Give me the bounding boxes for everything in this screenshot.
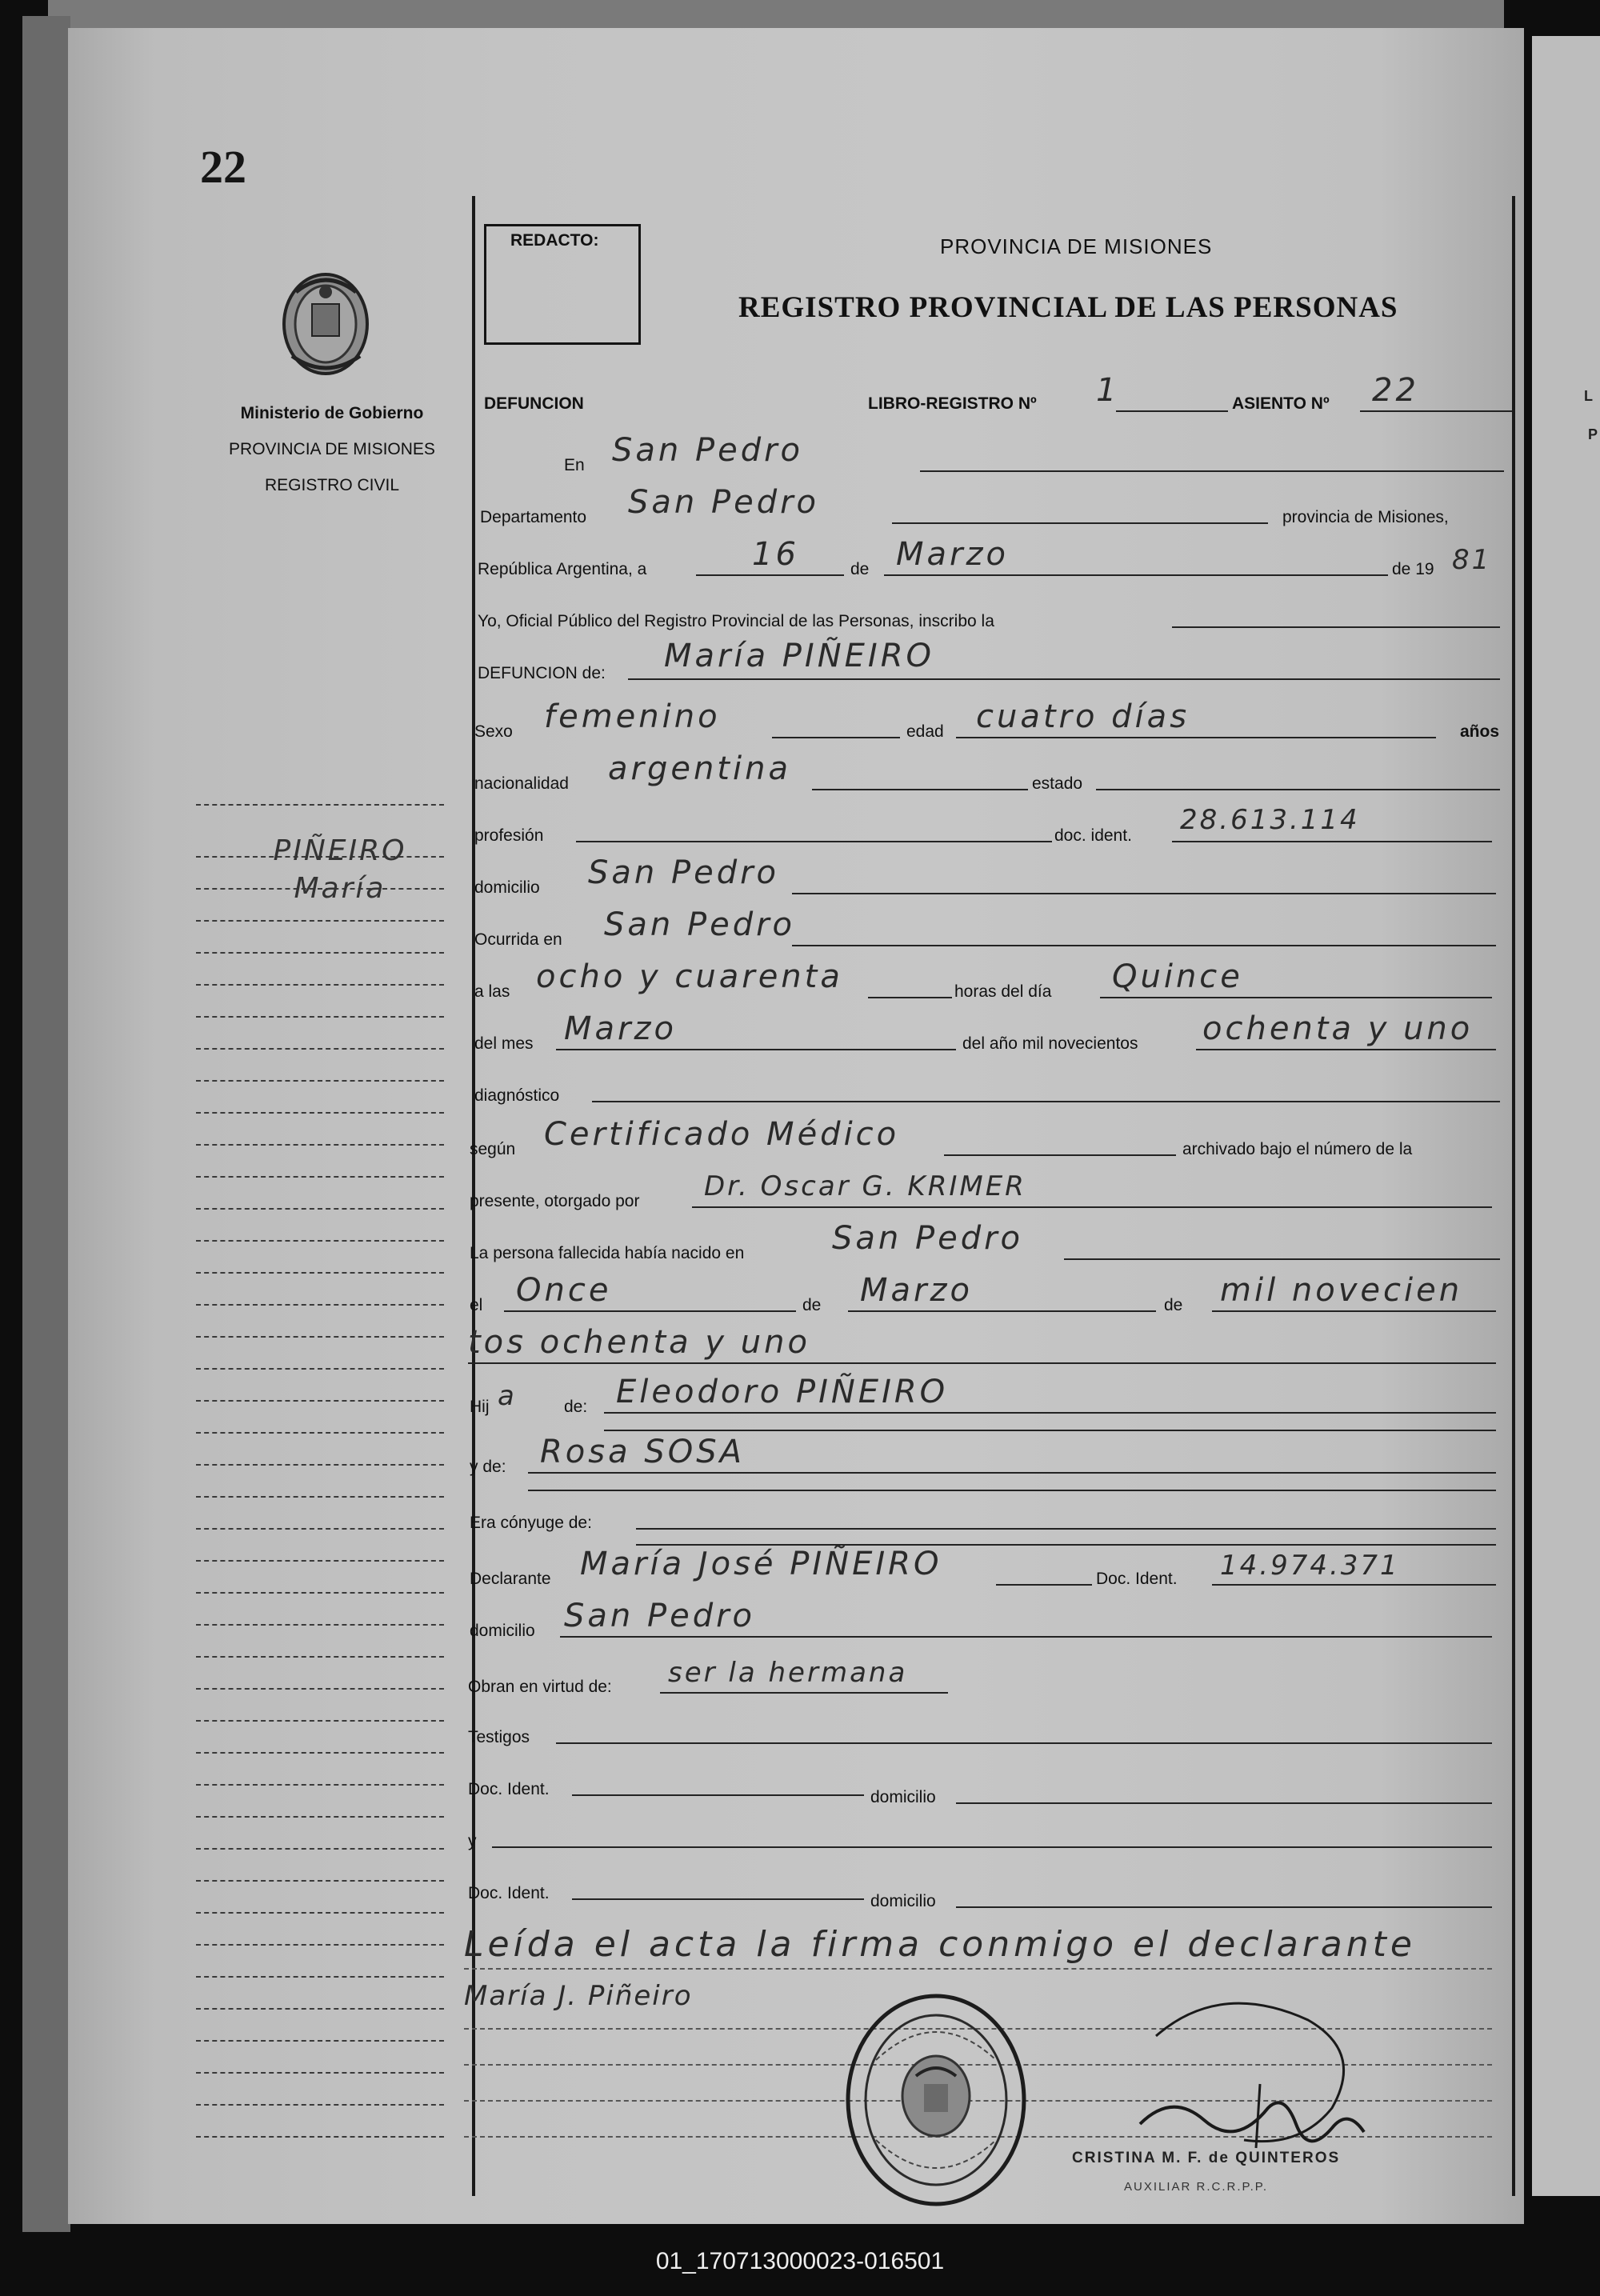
declarante-dom-label: domicilio [470,1622,535,1640]
declarante-doc-label: Doc. Ident. [1096,1570,1178,1588]
madre-value: Rosa SOSA [540,1434,745,1470]
defuncion-label: DEFUNCION [484,394,584,413]
profesion-label: profesión [474,826,544,845]
margin-surname: PIÑEIRO [273,834,407,867]
nac-de-label: de [802,1296,822,1314]
departamento-value: San Pedro [628,484,820,521]
ocurrida-value: San Pedro [604,906,796,943]
mes-texto-value: Marzo [564,1010,677,1047]
edad-value: cuatro días [976,698,1190,735]
nacionalidad-value: argentina [608,750,791,787]
hora-value: ocho y cuarenta [536,958,843,995]
office-registry: REGISTRO CIVIL [264,476,400,494]
nacido-en-value: San Pedro [832,1220,1024,1257]
testigo2-doc-label: Doc. Ident. [468,1884,550,1902]
domicilio-value: San Pedro [588,854,780,891]
official-seal-icon [840,1988,1032,2212]
departamento-label: Departamento [480,508,587,526]
hij-label: Hij [470,1398,490,1416]
doc-ident-lower-label: doc. ident. [1054,826,1132,845]
testigo1-doc-label: Doc. Ident. [468,1780,550,1798]
folio-number: 22 [200,141,246,193]
testigo1-dom-label: domicilio [870,1788,936,1806]
presente-label: presente, otorgado por [470,1192,640,1210]
nac-mes-value: Marzo [860,1272,973,1309]
libro-label: LIBRO-REGISTRO Nº [868,394,1037,413]
official-stamp-role: AUXILIAR R.C.R.P.P. [1124,2180,1269,2194]
defuncion-de-label: DEFUNCION de: [478,664,606,682]
closing-statement: Leída el acta la firma conmigo el declarante [464,1924,1416,1965]
office-province: PROVINCIA DE MISIONES [229,440,435,458]
hij-de-label: de: [564,1398,588,1416]
register-page [68,28,1524,2224]
anos-label: años [1460,722,1500,741]
obran-label: Obran en virtud de: [468,1678,612,1696]
ocurrida-label: Ocurrida en [474,930,562,949]
lugar-value: San Pedro [612,432,804,469]
redacto-box [484,224,641,345]
obran-value: ser la hermana [668,1657,908,1689]
padre-value: Eleodoro PIÑEIRO [616,1374,949,1410]
header-province: PROVINCIA DE MISIONES [940,234,1213,258]
medico-value: Dr. Oscar G. KRIMER [704,1170,1026,1202]
ano-value: 81 [1452,544,1492,576]
mes-value: Marzo [896,536,1009,573]
ministry-label: Ministerio de Gobierno [240,404,424,422]
el-label: el [470,1296,483,1314]
testigo2-dom-label: domicilio [870,1892,936,1910]
provincia-label: provincia de Misiones, [1282,508,1449,526]
nacido-label: La persona fallecida había nacido en [470,1244,745,1262]
header-title: REGISTRO PROVINCIAL DE LAS PERSONAS [738,291,1398,324]
redacto-label: REDACTO: [510,231,599,250]
edad-label: edad [906,722,944,741]
hij-suffix-value: a [498,1380,517,1412]
facing-page-edge: L P [1532,36,1600,2196]
estado-label: estado [1032,774,1083,793]
asiento-value: 22 [1372,372,1419,409]
del-mes-label: del mes [474,1034,534,1053]
dia-value: 16 [752,536,799,573]
de-label: de [850,560,870,578]
certificado-value: Certificado Médico [544,1116,900,1153]
doc-ident-value: 28.613.114 [1180,804,1360,836]
ano-texto-value: ochenta y uno [1202,1010,1474,1047]
book-edge-top [48,0,1504,32]
en-label: En [564,456,585,474]
declarante-value: María José PIÑEIRO [580,1546,942,1582]
nac-ano-1-value: mil novecien [1220,1272,1463,1309]
declarante-label: Declarante [470,1570,551,1588]
nac-ano-2-value: tos ochenta y uno [468,1324,810,1361]
nombre-value: María PIÑEIRO [664,638,934,674]
nac-de2-label: de [1164,1296,1183,1314]
de-19-label: de 19 [1392,560,1434,578]
scan-id-footer: 01_170713000023-016501 [655,2248,945,2274]
asiento-label: ASIENTO Nº [1232,394,1330,413]
declarante-dom-value: San Pedro [564,1598,756,1634]
sexo-value: femenino [544,698,721,735]
libro-value: 1 [1096,372,1120,409]
domicilio-label: domicilio [474,878,540,897]
yo-label: Yo, Oficial Público del Registro Provincial de las Personas, inscribo la [478,612,994,630]
del-ano-label: del año mil novecientos [962,1034,1138,1053]
y-de-label: y de: [470,1458,506,1476]
margin-rule-right [1512,196,1515,2196]
nacionalidad-label: nacionalidad [474,774,569,793]
dia-texto-value: Quince [1112,958,1243,995]
conyuge-label: Era cónyuge de: [470,1514,592,1532]
y-label: y [468,1832,477,1850]
archivado-label: archivado bajo el número de la [1182,1140,1413,1158]
horas-label: horas del día [954,982,1052,1001]
official-stamp-name: CRISTINA M. F. de QUINTEROS [1072,2150,1341,2166]
sexo-label: Sexo [474,722,513,741]
declarante-signature: María J. Piñeiro [464,1980,693,2012]
coat-of-arms-icon [280,268,372,380]
margin-given-name: María [294,872,386,905]
diagnostico-label: diagnóstico [474,1086,560,1105]
a-las-label: a las [474,982,510,1001]
declarante-doc-value: 14.974.371 [1220,1550,1400,1582]
book-edge-left [22,16,70,2232]
segun-label: según [470,1140,516,1158]
testigos-label: Testigos [468,1728,530,1746]
nac-dia-value: Once [516,1272,612,1309]
republica-label: República Argentina, a [478,560,647,578]
